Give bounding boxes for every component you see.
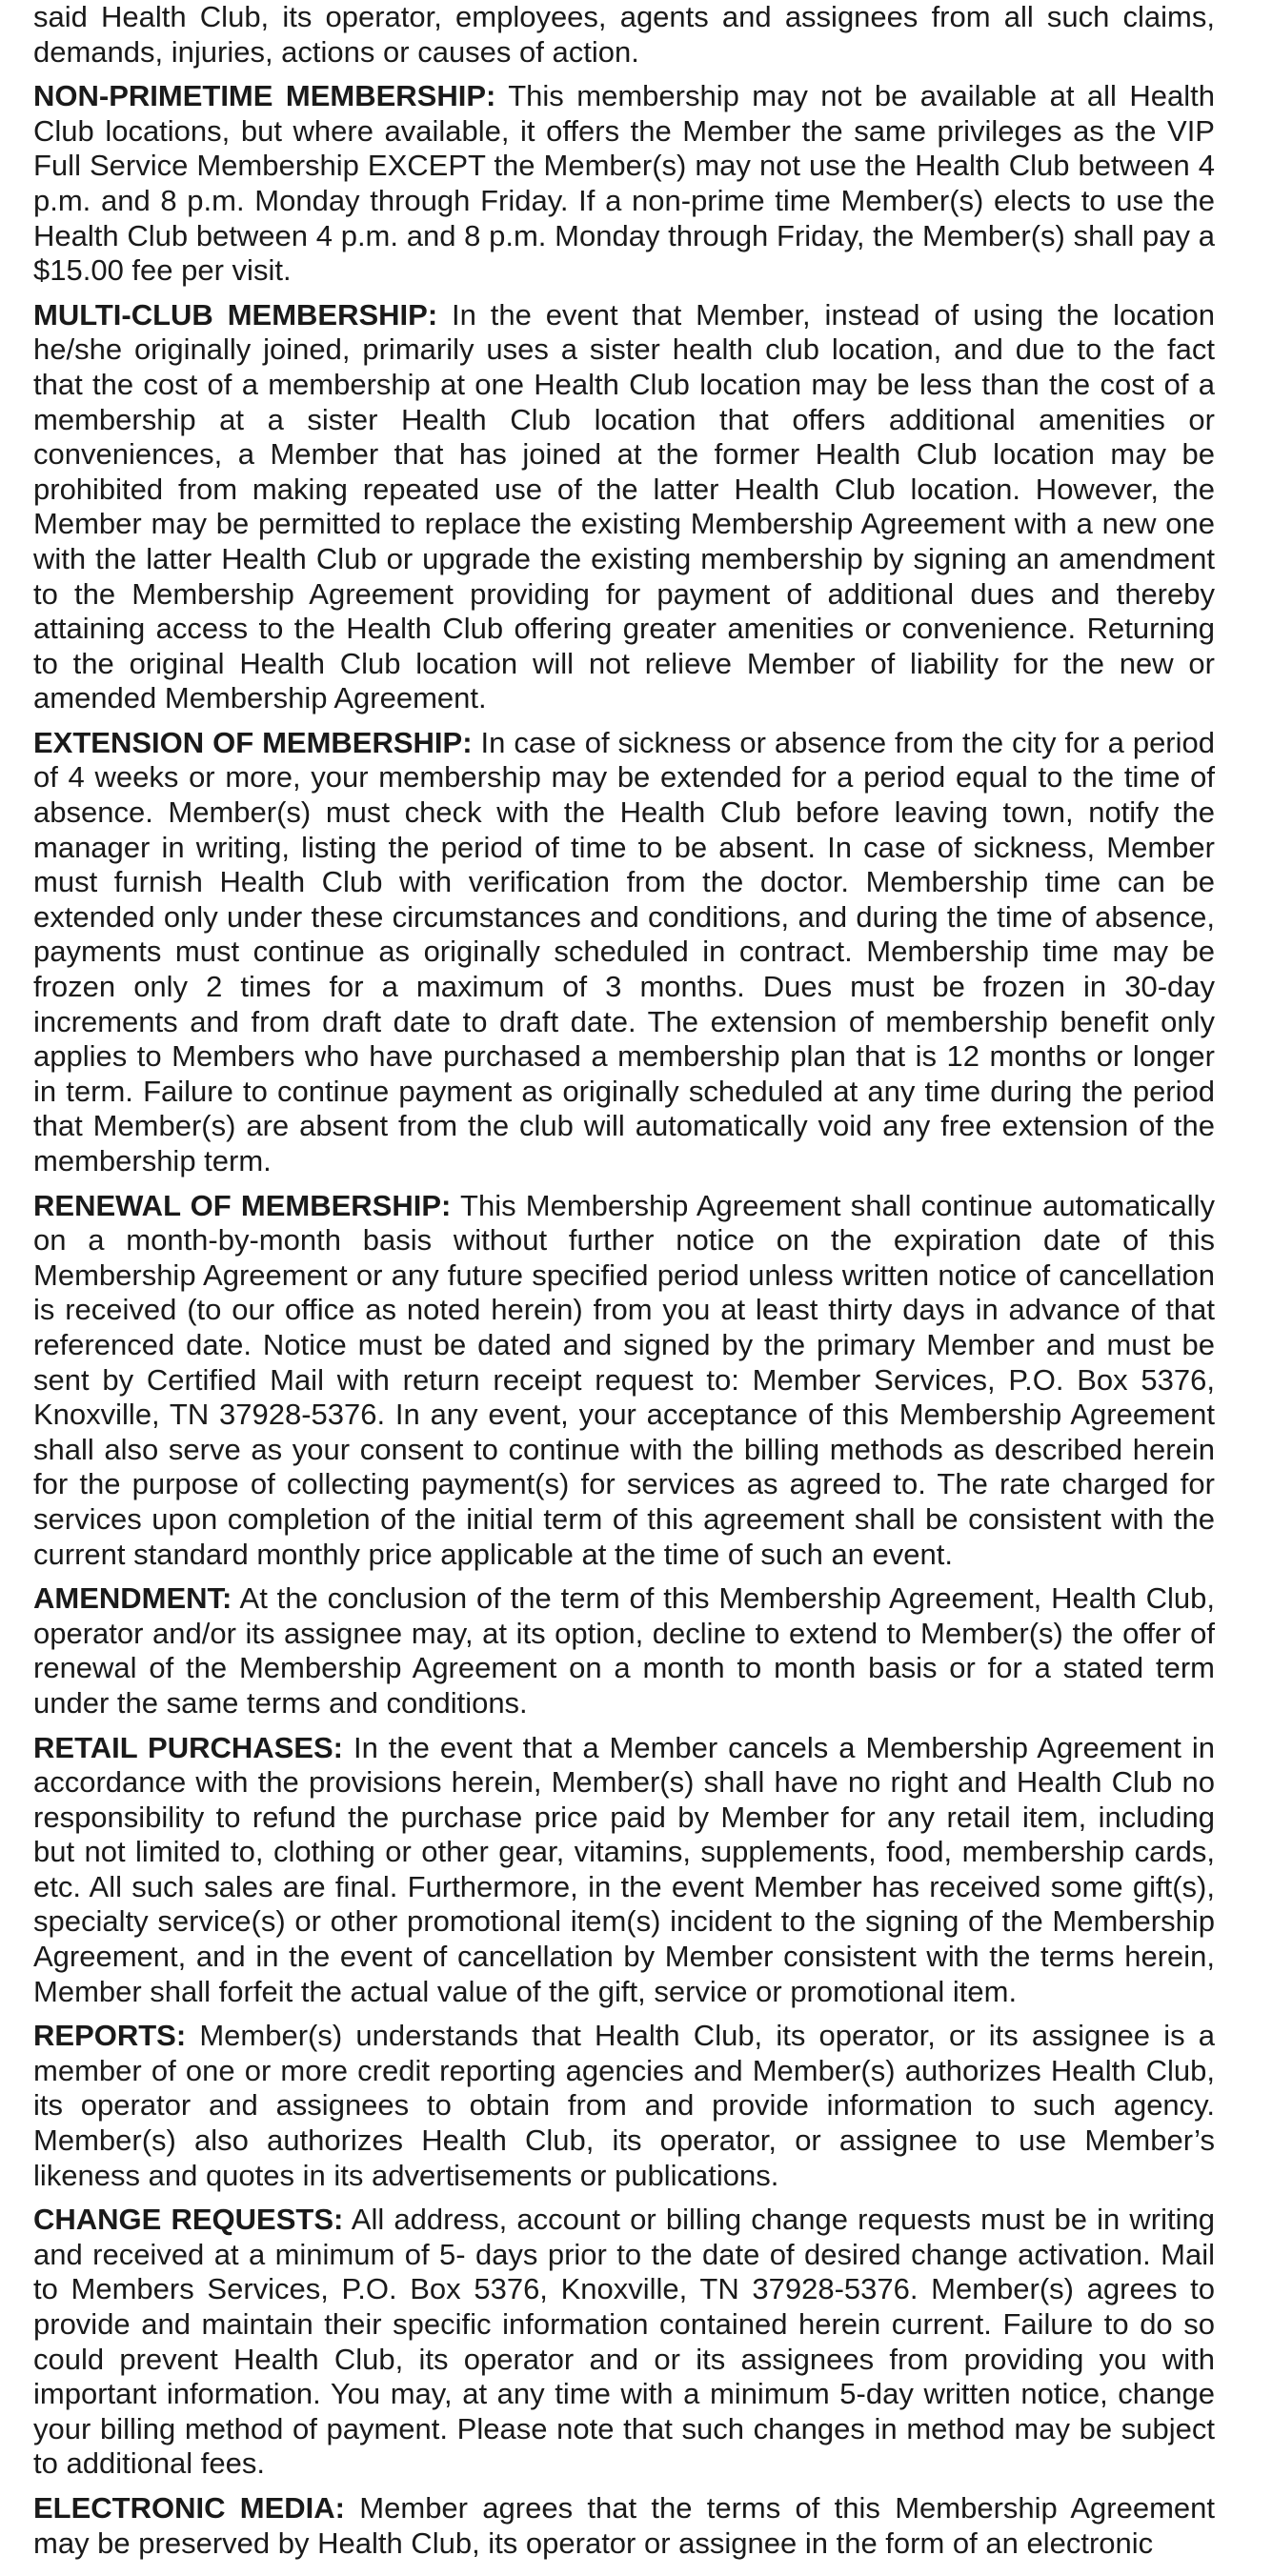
paragraph-renewal-of-membership bbox=[33, 1189, 1215, 1573]
paragraph-text: At the conclusion of the term of this Membership Agreement, Health Club, operator and/or its assignee may, at its option, decline to extend to Member(s) the offer of renewal of the Membership Agreement on a month to month basis or for a stated term under the same terms and conditions. bbox=[33, 1581, 1215, 1720]
paragraph-text: This membership may not be available at all Health Club locations, but where available, it offers the Member the same privileges as the VIP Full Service Membership EXCEPT the Member(s) may not use the Health Club between 4 p.m. and 8 p.m. Monday through Friday. If a non-prime time Member(s) elects to use the Health Club between 4 p.m. and 8 p.m. Monday through Friday, the Member(s) shall pay a $15.00 fee per visit. bbox=[33, 79, 1215, 288]
paragraph-text: In case of sickness or absence from the city for a period of 4 weeks or more, your membership may be extended for a period equal to the time of absence. Member(s) must check with the Health Club before leaving town, notify the manager in writing, listing the period of time to be absent. In case of sickness, Member must furnish Health Club with verification from the doctor. Membership time can be extended only under these circumstances and conditions, and during the time of absence, payments must continue as originally scheduled in contract. Membership time may be frozen only 2 times for a maximum of 3 months. Dues must be frozen in 30-day increments and from draft date to draft date. The extension of membership benefit only applies to Members who have purchased a membership plan that is 12 months or longer in term. Failure to continue payment as originally scheduled at any time during the period that Member(s) are absent from the club will automatically void any free extension of the membership term. bbox=[33, 725, 1215, 1177]
paragraph-reports bbox=[33, 2019, 1215, 2193]
paragraph-text: In the event that Member, instead of using the location he/she originally joined, primarily uses a sister health club location, and due to the fact that the cost of a membership at one Health Club location may be less than the cost of a membership at a sister Health Club location that offers additional amenities or conveniences, a Member that has joined at the former Health Club location may be prohibited from making repeated use of the latter Health Club location. However, the Member may be permitted to replace the existing Membership Agreement with a new one with the latter Health Club or upgrade the existing membership by signing an amendment to the Membership Agreement providing for payment of additional dues and thereby attaining access to the Health Club offering greater amenities or convenience. Returning to the original Health Club location will not relieve Member of liability for the new or amended Membership Agreement. bbox=[33, 297, 1215, 715]
section-heading: EXTENSION OF MEMBERSHIP: bbox=[33, 725, 473, 759]
document-page bbox=[33, 0, 1215, 2570]
section-heading: RENEWAL OF MEMBERSHIP: bbox=[33, 1188, 452, 1222]
section-heading: AMENDMENT: bbox=[33, 1581, 232, 1616]
paragraph-text: All address, account or billing change requests must be in writing and received at a minimum of 5- days prior to the date of desired change activation. Mail to Members Services, P.O. Box 5376, Knoxville, TN 37928-5376. Member(s) agrees to provide and maintain their specific information contained herein current. Failure to do so could prevent Health Club, its operator and or its assignees from providing you with important information. You may, at any time with a minimum 5-day written notice, change your billing method of payment. Please note that such changes in method may be subject to additional fees. bbox=[33, 2203, 1215, 2481]
paragraph-multi-club-membership bbox=[33, 298, 1215, 716]
paragraph-text: This Membership Agreement shall continue automatically on a month-by-month basis without further notice on the expiration date of this Membership Agreement or any future specified period unless written notice of cancellation is received (to our office as noted herein) from you at least thirty days in advance of that referenced date. Notice must be dated and signed by the primary Member and must be sent by Certified Mail with return receipt request to: Member Services, P.O. Box 5376, Knoxville, TN 37928-5376. In any event, your acceptance of this Membership Agreement shall also serve as your consent to continue with the billing methods as described herein for the purpose of collecting payment(s) for services as agreed to. The rate charged for services upon completion of the initial term of this agreement shall be consistent with the current standard monthly price applicable at the time of such an event. bbox=[33, 1188, 1216, 1571]
paragraph-release-continuation bbox=[33, 0, 1215, 70]
section-heading: NON-PRIMETIME MEMBERSHIP: bbox=[33, 79, 496, 113]
paragraph-text: In the event that a Member cancels a Membership Agreement in accordance with the provisions herein, Member(s) shall have no right and Health Club no responsibility to refund the purchase price paid by Member for any retail item, including but not limited to, clothing or other gear, vitamins, supplements, food, membership cards, etc. All such sales are final. Furthermore, in the event Member has received some gift(s), specialty service(s) or other promotional item(s) incident to the signing of the Membership Agreement, and in the event of cancellation by Member consistent with the terms herein, Member shall forfeit the actual value of the gift, service or promotional item. bbox=[33, 1730, 1215, 2008]
paragraph-amendment bbox=[33, 1581, 1215, 1721]
paragraph-extension-of-membership bbox=[33, 726, 1215, 1179]
section-heading: MULTI-CLUB MEMBERSHIP: bbox=[33, 297, 438, 332]
section-heading: CHANGE REQUESTS: bbox=[33, 2203, 344, 2237]
paragraph-text: Member(s) understands that Health Club, its operator, or its assignee is a member of one or more credit reporting agencies and Member(s) authorizes Health Club, its operator and assignees to obtain from and provide information to such agency. Member(s) also authorizes Health Club, its operator, or assignee to use Member’s likeness and quotes in its advertisements or publications. bbox=[33, 2019, 1215, 2192]
paragraph-electronic-media bbox=[33, 2491, 1215, 2561]
section-heading: RETAIL PURCHASES: bbox=[33, 1730, 344, 1764]
section-heading: REPORTS: bbox=[33, 2019, 187, 2053]
paragraph-text: Member agrees that the terms of this Membership Agreement may be preserved by Health Club, its operator or assignee in the form of an electronic bbox=[33, 2490, 1215, 2560]
section-heading: ELECTRONIC MEDIA: bbox=[33, 2490, 346, 2525]
paragraph-non-primetime-membership bbox=[33, 79, 1215, 289]
paragraph-retail-purchases bbox=[33, 1731, 1215, 2010]
paragraph-change-requests bbox=[33, 2203, 1215, 2482]
paragraph-text: said Health Club, its operator, employees, agents and assignees from all such claims, demands, injuries, actions or causes of action. bbox=[33, 0, 1215, 69]
